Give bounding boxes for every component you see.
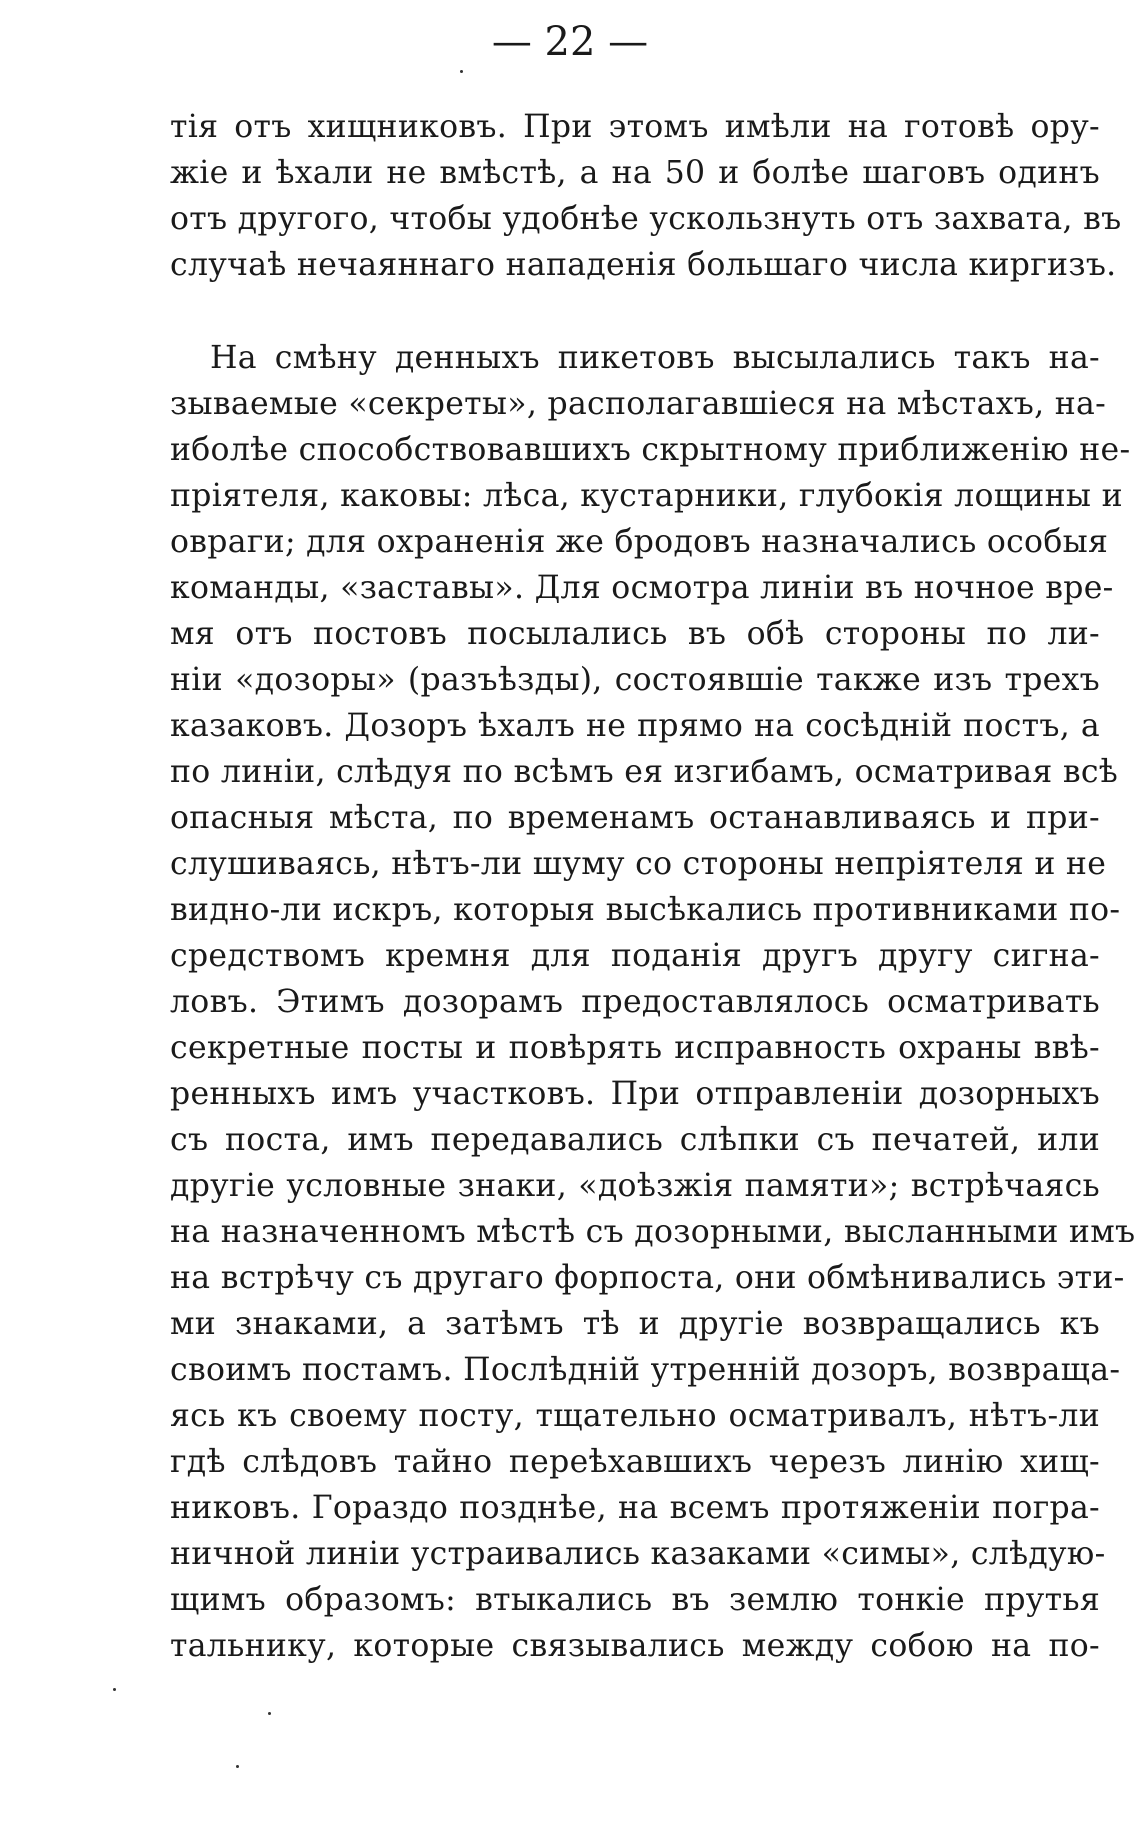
text-line: иболѣе способствовавшихъ скрытному приближенію не- <box>170 432 1131 468</box>
text-line: на назначенномъ мѣстѣ съ дозорными, высланными имъ <box>170 1214 1136 1250</box>
text-line: ми знаками, а затѣмъ тѣ и другіе возвращались къ <box>170 1306 1100 1342</box>
text-line: ренныхъ имъ участковъ. При отправленіи дозорныхъ <box>170 1076 1100 1112</box>
text-line: мя отъ постовъ посылались въ обѣ стороны по ли- <box>170 616 1100 652</box>
paragraph-one <box>170 104 1122 288</box>
text-line: средствомъ кремня для поданія другъ другу сигна- <box>170 938 1100 974</box>
print-speck <box>268 1712 271 1715</box>
text-line: ніи «дозоры» (разъѣзды), состоявшіе также изъ трехъ <box>170 662 1100 698</box>
text-line: слушиваясь, нѣтъ-ли шуму со стороны непріятеля и не <box>170 846 1107 882</box>
text-line: секретные посты и повѣрять исправность охраны ввѣ- <box>170 1030 1100 1066</box>
print-speck <box>460 70 463 73</box>
text-line: случаѣ нечаяннаго нападенія большаго числа киргизъ. <box>170 247 1117 283</box>
text-line: своимъ постамъ. Послѣдній утренній дозоръ, возвраща- <box>170 1352 1121 1388</box>
text-line: овраги; для охраненія же бродовъ назначались особыя <box>170 524 1109 560</box>
text-line: по линіи, слѣдуя по всѣмъ ея изгибамъ, осматривая всѣ <box>170 754 1119 790</box>
text-line: зываемые «секреты», располагавшіеся на мѣстахъ, на- <box>170 386 1107 422</box>
text-line: гдѣ слѣдовъ тайно переѣхавшихъ черезъ линію хищ- <box>170 1444 1100 1480</box>
text-line: никовъ. Гораздо позднѣе, на всемъ протяженіи погра- <box>170 1490 1100 1526</box>
print-speck <box>113 1688 116 1691</box>
text-line: ясь къ своему посту, тщательно осматривалъ, нѣтъ-ли <box>170 1398 1100 1434</box>
text-line: тальнику, которые связывались между собою на по- <box>170 1628 1100 1664</box>
text-line: видно-ли искръ, которыя высѣкались противниками по- <box>170 892 1121 928</box>
text-line: На смѣну денныхъ пикетовъ высылались такъ на- <box>210 340 1100 376</box>
page-number: — 22 — <box>491 19 649 65</box>
text-line: ловъ. Этимъ дозорамъ предоставлялось осматривать <box>170 984 1100 1020</box>
print-speck <box>236 1765 239 1768</box>
text-line: съ поста, имъ передавались слѣпки съ печатей, или <box>170 1122 1100 1158</box>
text-line: команды, «заставы». Для осмотра линіи въ ночное вре- <box>170 570 1114 606</box>
text-line: жіе и ѣхали не вмѣстѣ, а на 50 и болѣе шаговъ одинъ <box>170 155 1100 191</box>
text-line: ничной линіи устраивались казаками «симы», слѣдую- <box>170 1536 1106 1572</box>
text-line: тія отъ хищниковъ. При этомъ имѣли на готовѣ ору- <box>170 109 1100 145</box>
text-line: другіе условные знаки, «доѣзжія памяти»; встрѣчаясь <box>170 1168 1100 1204</box>
text-line: казаковъ. Дозоръ ѣхалъ не прямо на сосѣдній постъ, а <box>170 708 1100 744</box>
text-line: на встрѣчу съ другаго форпоста, они обмѣнивались эти- <box>170 1260 1125 1296</box>
text-line: щимъ образомъ: втыкались въ землю тонкіе прутья <box>170 1582 1100 1618</box>
text-line: отъ другого, чтобы удобнѣе ускользнуть отъ захвата, въ <box>170 201 1122 237</box>
text-line: пріятеля, каковы: лѣса, кустарники, глубокія лощины и <box>170 478 1123 514</box>
text-line: опасныя мѣста, по временамъ останавливаясь и при- <box>170 800 1100 836</box>
paragraph-two <box>170 335 1136 1669</box>
